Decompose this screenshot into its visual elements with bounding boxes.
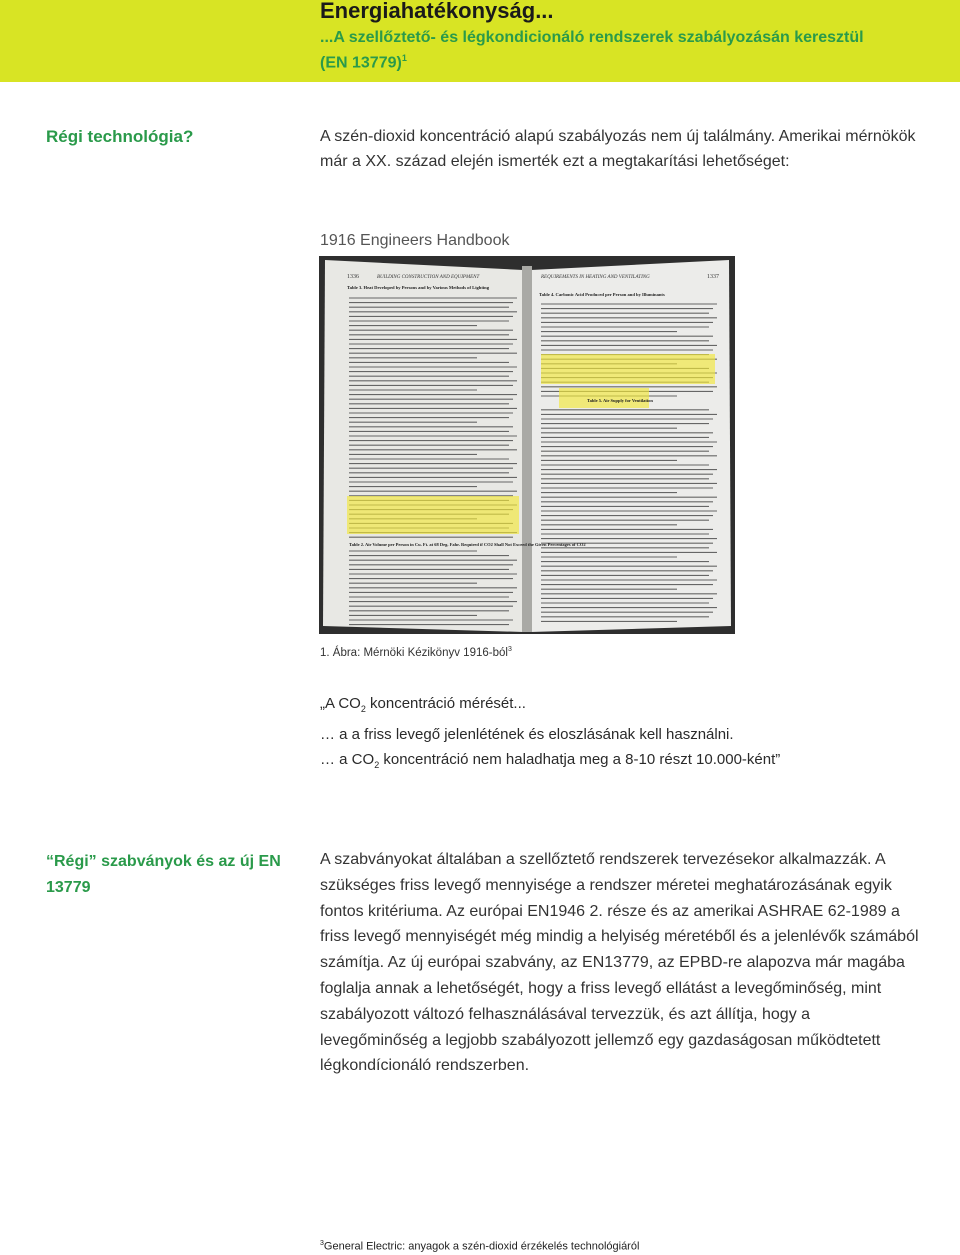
header-banner [0,0,960,82]
page-subtitle: ...A szellőztető- és légkondicionáló rendszerek szabályozásán keresztül (EN 13779)$^1$ [320,29,864,72]
right-table5-title: Table 5. Air Supply for Ventilation [587,398,653,403]
quote-line-3: … a $CO_2$ koncentráció nem haladhatja meg a 8-10 részt 10.000-ként” [320,751,781,770]
highlight-left [347,496,519,534]
quote-line-1: „A $CO_2$ koncentráció mérését... [320,695,526,714]
handbook-photo [319,256,735,634]
left-table2-title: Table 2. Air Volume per Person in Cu. Ft. at 68 Deg. Fahr. Required if CO2 Shall Not Exceed the Given Percentages of CO2 [349,542,586,547]
intro-paragraph: A szén-dioxid koncentráció alapú szabályozás nem új találmány. Amerikai mérnökök már a XX. század elején ismerték ezt a megtakarítási lehetőséget: [320,128,916,170]
right-page-number: 1337 [707,274,719,280]
figure-caption: 1. Ábra: Mérnöki Kézikönyv 1916-ból$^3$ [320,646,512,659]
left-running-head: BUILDING CONSTRUCTION AND EQUIPMENT [377,275,480,280]
page-title: Energiahatékonyság... [320,0,554,23]
quote-line-2: … a a friss levegő jelenlétének és eloszlásának kell használni. [320,726,734,743]
highlight-right-top [541,354,715,384]
right-table-title: Table 4. Carbonic Acid Produced per Person and by Illuminants [539,292,665,297]
left-page-number: 1336 [347,274,359,280]
section-heading-old-technology: Régi technológia? [46,127,194,146]
section-heading-standards: “Régi” szabványok és az új EN 13779 [46,853,281,896]
right-running-head: REQUIREMENTS IN HEATING AND VENTILATING [541,275,650,280]
handbook-title: 1916 Engineers Handbook [320,232,510,249]
co2-quote [320,691,920,778]
standards-paragraph: A szabványokat általában a szellőztető rendszerek tervezésekor alkalmazzák. A szükséges friss levegő mennyisége a rendszer méretei meghatározásának egyik fontos kritériuma. Az európai EN1946 2. része és az amerikai ASHRAE 62-1989 a friss levegő mennyiségét még mindig a helyiség méretéből és a jelenlévők számából számítja. Az új európai szabvány, az EN13779, az EPBD-re alapozva már magába foglalja annak a lehetőségét, hogy a friss levegő ellátást a levegőminőség, mint szabályozott változó felhasználásával tervezzük, és azt állítja, hogy a levegőminőség a legjobb szabályozott jellemző egy gazdaságosan működtetett légkondícionáló rendszerben. [320,851,919,1075]
left-table-title: Table 3. Heat Developed by Persons and by Various Methods of Lighting [347,285,489,290]
footnote: $^3$General Electric: anyagok a szén-dioxid érzékelés technológiáról [320,1240,640,1253]
